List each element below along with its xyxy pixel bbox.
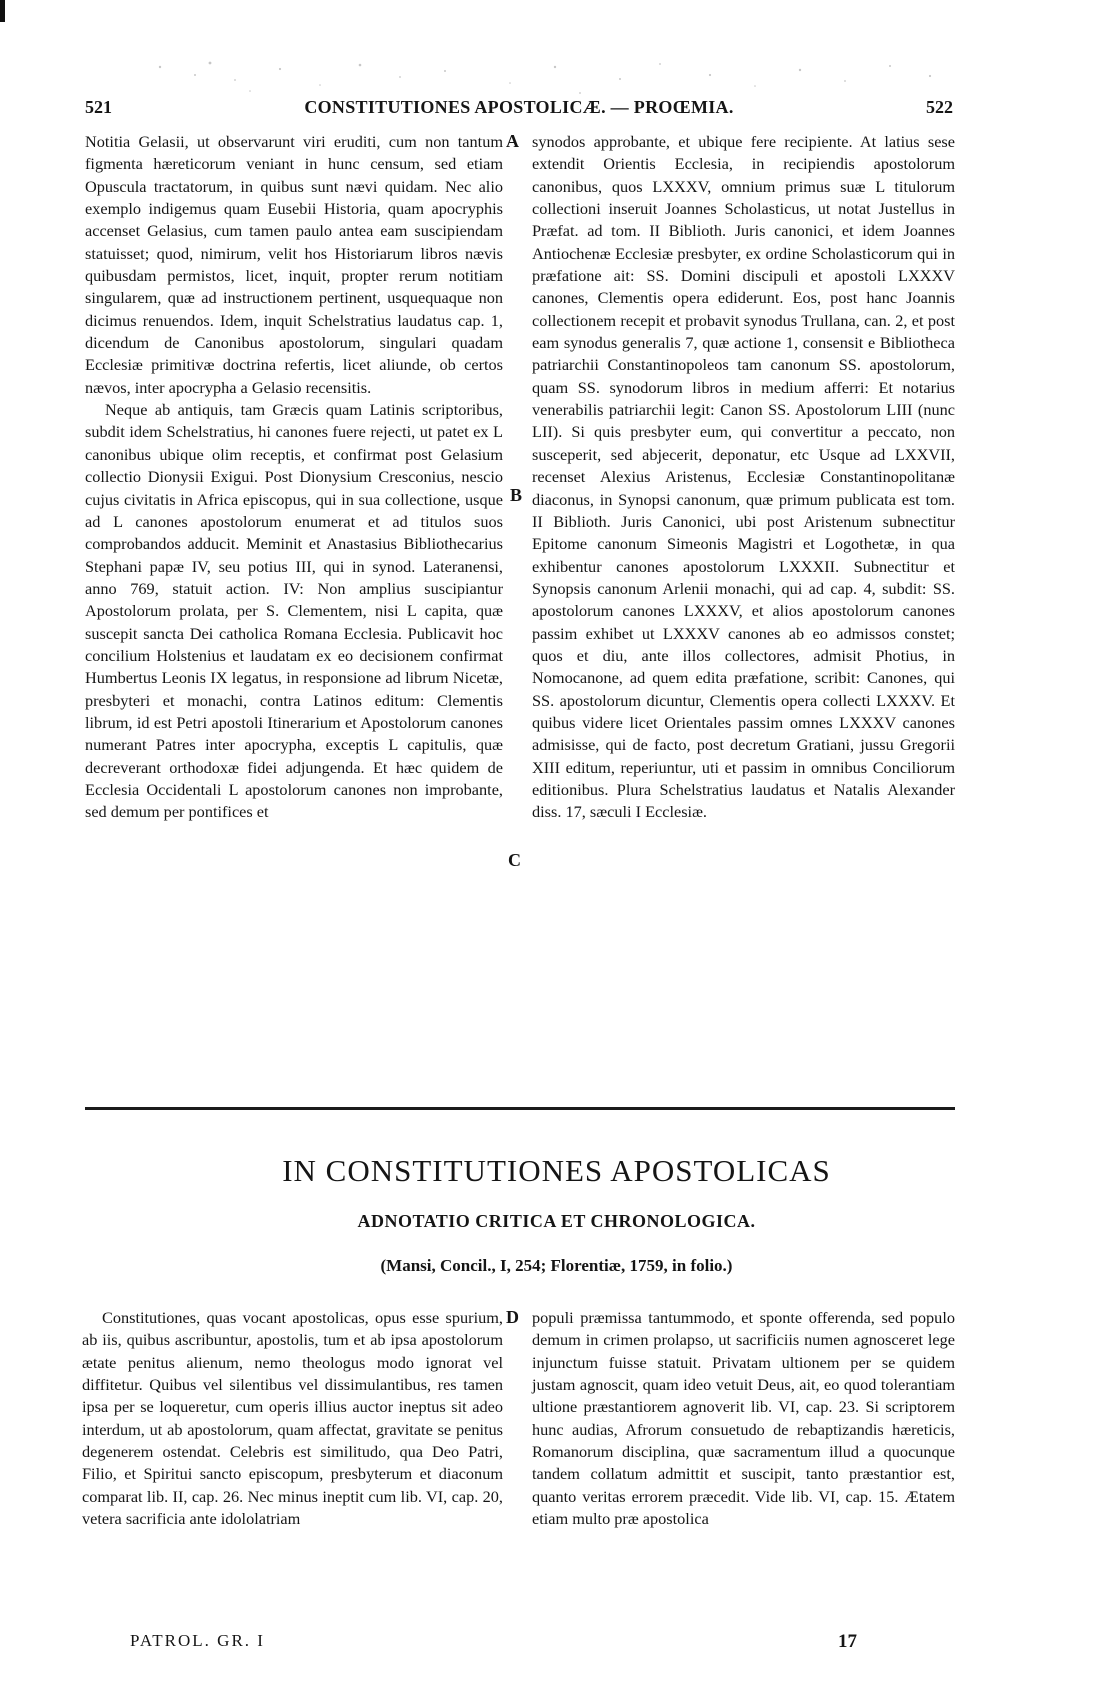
paragraph: Constitutiones, quas vocant apostolicas, opus esse spurium, ab iis, quibus ascribuntur, apostolis, tum et ab ipsa apostolorum ætate penitus alienum, nemo theologus modo ignorat vel diffitetur. Quibus vel silentibus vel dissimulantibus, res tamen ipsa per se loqueretur, cum operis illius auctor ineptus sit adeo interdum, ut ab apostolorum, quam affectat, gravitate se penitus degenerem ostendat. Celebris est similitudo, qua Deo Patri, Filio, et Spiritui sancto episcopum, presbyterum et diaconum comparat lib. II, cap. 26. Nec minus ineptit cum lib. VI, cap. 20, vetera sacrificia ante idololatriam — [82, 1308, 503, 1529]
paragraph: populi præmissa tantummodo, et sponte offerenda, sed populo demum in crimen prolapso, ut sacrificiis numen agnosceret lege injunctum fuisse statuit. Privatam ultionem per se quidem justam agnoscit, quam ideo vetuit Deus, ait, eo quod tolerantiam ultione præstantiorem agnoverit lib. VI, cap. 23. Si scriptorem hunc audias, Afrorum consuetudo de rebaptizandis hæreticis, Romanorum disciplina, quæ sacramentum illud a quocunque tandem collatum admittit et suscipit, tanto præstantior est, quanto veritas errorem præcedit. Vide lib. VI, cap. 15. Ætatem etiam multo præ apostolica — [532, 1308, 955, 1529]
section-title: IN CONSTITUTIONES APOSTOLICAS — [282, 1153, 831, 1188]
lower-left-column — [82, 1307, 503, 1530]
page-number-right: 522 — [926, 97, 953, 117]
section-divider — [85, 1107, 955, 1110]
footer-signature: PATROL. GR. I — [130, 1631, 265, 1650]
paragraph: Neque ab antiquis, tam Græcis quam Latinis scriptoribus, subdit idem Schelstratius, hi canones fuere rejecti, ut patet ex L canonibus ubique olim receptis, et confirmat post Gelasium collectio Dionysii Exigui. Post Dionysium Cresconius, nescio cujus civitatis in Africa episcopus, qui in sua collectione, usque ad L canones apostolorum enumerat et ad titulos suos comprobandos adducit. Meminit et Anastasius Bibliothecarius Stephani papæ IV, seu potius III, qui in synod. Lateranensi, anno 769, statuit action. IV: Non amplius suscipiantur Apostolorum prolata, per S. Clementem, nisi L capita, quæ suscepit sancta Dei catholica Romana Ecclesia. Publicavit hoc concilium Holstenius et laudatam ex eo decisionem confirmat Humbertus Leonis IX legatus, in responsione ad librum Nicetæ, presbyteri et monachi, contra Latinos editum: Clementis librum, id est Petri apostoli Itinerarium et Apostolorum canones numerant Patres inter apocrypha, exceptis L capitulis, quæ decreverant orthodoxæ fidei adjungenda. Et hæc quidem de Ecclesia Occidentali L apostolorum canones non improbante, sed demum per pontifices et — [85, 400, 503, 822]
page-number-left: 521 — [85, 97, 112, 117]
scan-noise-specks — [100, 55, 980, 100]
header-title: CONSTITUTIONES APOSTOLICÆ. — PROŒMIA. — [304, 97, 734, 117]
upper-right-column — [532, 131, 955, 824]
margin-letter-d: D — [506, 1307, 519, 1327]
margin-letter-b: B — [510, 485, 523, 505]
section-citation: (Mansi, Concil., I, 254; Florentiæ, 1759, in folio.) — [380, 1256, 733, 1275]
lower-right-column — [532, 1307, 955, 1530]
paragraph: Notitia Gelasii, ut observarunt viri eruditi, cum non tantum figmenta hæreticorum veniant in hunc censum, sed etiam Opuscula tractatorum, in quibus sunt nævi quidam. Nec alio exemplo indigemus quam Eusebii Historia, quam apocryphis accenset Gelasius, cum tamen paulo antea eam suscipiendam statuisset; quod, nimirum, velit hos Historiarum libros nævis quibusdam permistos, licet, inquit, propter rerum notitiam singularem, quæ ad instructionem pertinent, usquequaque non dicimus renuendos. Idem, inquit Schelstratius laudatus cap. 1, dicendum de Canonibus apostolorum, singulari quadam Ecclesiæ primitivæ doctrina refertis, licet aliunde, ob certos nævos, inter apocrypha a Gelasio recensitis. — [85, 132, 503, 397]
scan-edge-mark — [0, 0, 5, 22]
paragraph: synodos approbante, et ubique fere recipiente. At latius sese extendit Orientis Ecclesia, in recipiendis apostolorum canonibus, quos LXXXV, omnium primus suæ L titulorum collectioni inseruit Joannes Scholasticus, ut notat Justellus in Præfat. ad tom. II Biblioth. Juris canonici, et idem Joannes Antiochenæ Ecclesiæ presbyter, ex ordine Scholasticorum qui in præfatione ait: SS. Domini discipuli et apostoli LXXXV canones, Clementis opera ediderunt. Eos, post hanc Joannis collectionem recepit et probavit synodus Trullana, can. 2, et post eam synodus generalis 7, quæ actione 1, consensit e Bibliotheca patriarchii Constantinopoleos tam canonum SS. apostolorum, quam SS. synodorum libros in medium afferri: Et notarius venerabilis patriarchii legit: Canon SS. Apostolorum LIII (nunc LII). Si quis presbyter eum, qui convertitur a peccato, non susceperit, sed abjecerit, deponatur, etc Usque ad LXXVII, recenset Alexius Aristenus, Ecclesiæ Constantinopolitanæ diaconus, in Synopsi canonum, quæ primum publicata est tom. II Biblioth. Juris Canonici, ubi post Aristenum subnectitur Epitome canonum Simeonis Magistri et Logothetæ, in qua exhibentur canones apostolorum LXXXII. Subnectitur et Synopsis canonum Arlenii monachi, qui ad cap. 4, subdit: SS. apostolorum canones LXXXV, et alios apostolorum canones passim exhibet ut LXXXV canones ab eo admissos constet; quos et diu, ante illos collectores, admisit Photius, in Nomocanone, ad quem edita præfatione, scribit: Canones, qui SS. apostolorum dicuntur, Clementis opera collecti LXXXV. Et quibus videre licet Orientales passim omnes LXXXV canones admisisse, qui de facto, post decretum Gratiani, jussu Gregorii XIII editum, reperiuntur, uti et passim in omnibus Conciliorum editionibus. Plura Schelstratius laudatus et Natalis Alexander diss. 17, sæculi I Ecclesiæ. — [532, 132, 955, 822]
section-subtitle: ADNOTATIO CRITICA ET CHRONOLOGICA. — [357, 1211, 756, 1231]
upper-left-column — [85, 131, 503, 824]
margin-letter-a: A — [506, 131, 519, 151]
footer-sheet-number: 17 — [838, 1631, 857, 1652]
running-header — [85, 97, 953, 121]
margin-letter-c: C — [508, 850, 521, 870]
